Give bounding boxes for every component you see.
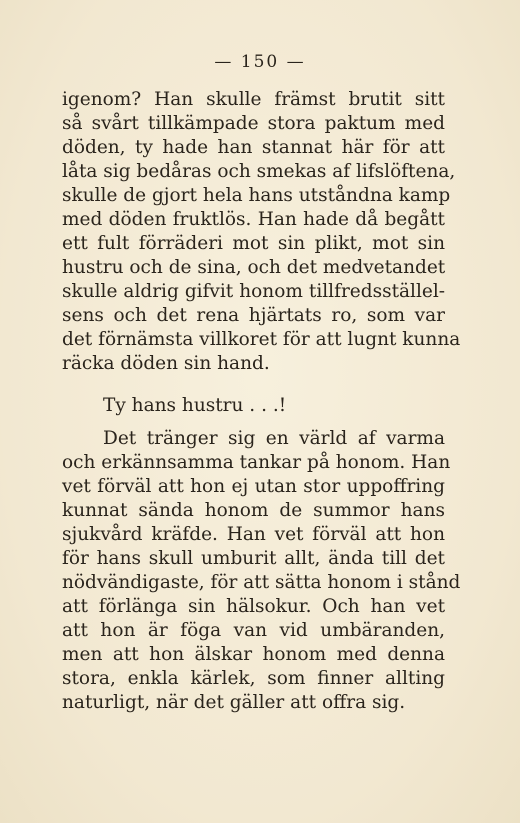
text-line: kunnat sända honom de summor hans [62, 500, 445, 521]
text-line: sjukvård kräfde. Han vet förväl att hon [62, 524, 445, 545]
text-line: hustru och de sina, och det medvetandet [62, 257, 446, 278]
text-line: stora, enkla kärlek, som finner allting [62, 668, 445, 689]
text-line: döden, ty hade han stannat här för att [62, 137, 445, 158]
text-line: och erkännsamma tankar på honom. Han [62, 452, 451, 473]
text-line: sens och det rena hjärtats ro, som var [62, 305, 445, 326]
text-line: att förlänga sin hälsokur. Och han vet [62, 596, 445, 617]
text-line: igenom? Han skulle främst brutit sitt [62, 89, 445, 110]
text-line: skulle de gjort hela hans utståndna kamp [62, 185, 451, 206]
text-line: Det tränger sig en värld af varma [103, 428, 445, 449]
text-line: låta sig bedåras och smekas af lifslöftena, [62, 161, 456, 182]
text-line: vet förväl att hon ej utan stor uppoffring [62, 476, 445, 497]
text-line: så svårt tillkämpade stora paktum med [62, 113, 445, 134]
text-line: nödvändigaste, för att sätta honom i stånd [62, 572, 461, 593]
text-line: naturligt, när det gäller att offra sig. [62, 692, 406, 713]
text-line: att hon är föga van vid umbäranden, [62, 620, 445, 641]
text-line: Ty hans hustru . . .! [103, 395, 287, 416]
text-line: räcka döden sin hand. [62, 353, 270, 374]
text-line: ett fult förräderi mot sin plikt, mot sin [62, 233, 445, 254]
text-line: för hans skull umburit allt, ända till det [62, 548, 445, 569]
text-line: det förnämsta villkoret för att lugnt kunna [62, 329, 461, 350]
text-line: med döden fruktlös. Han hade då begått [62, 209, 445, 230]
page-number: — 150 — [214, 52, 306, 72]
text-line: skulle aldrig gifvit honom tillfredsställel- [62, 281, 445, 302]
text-line: men att hon älskar honom med denna [62, 644, 445, 665]
